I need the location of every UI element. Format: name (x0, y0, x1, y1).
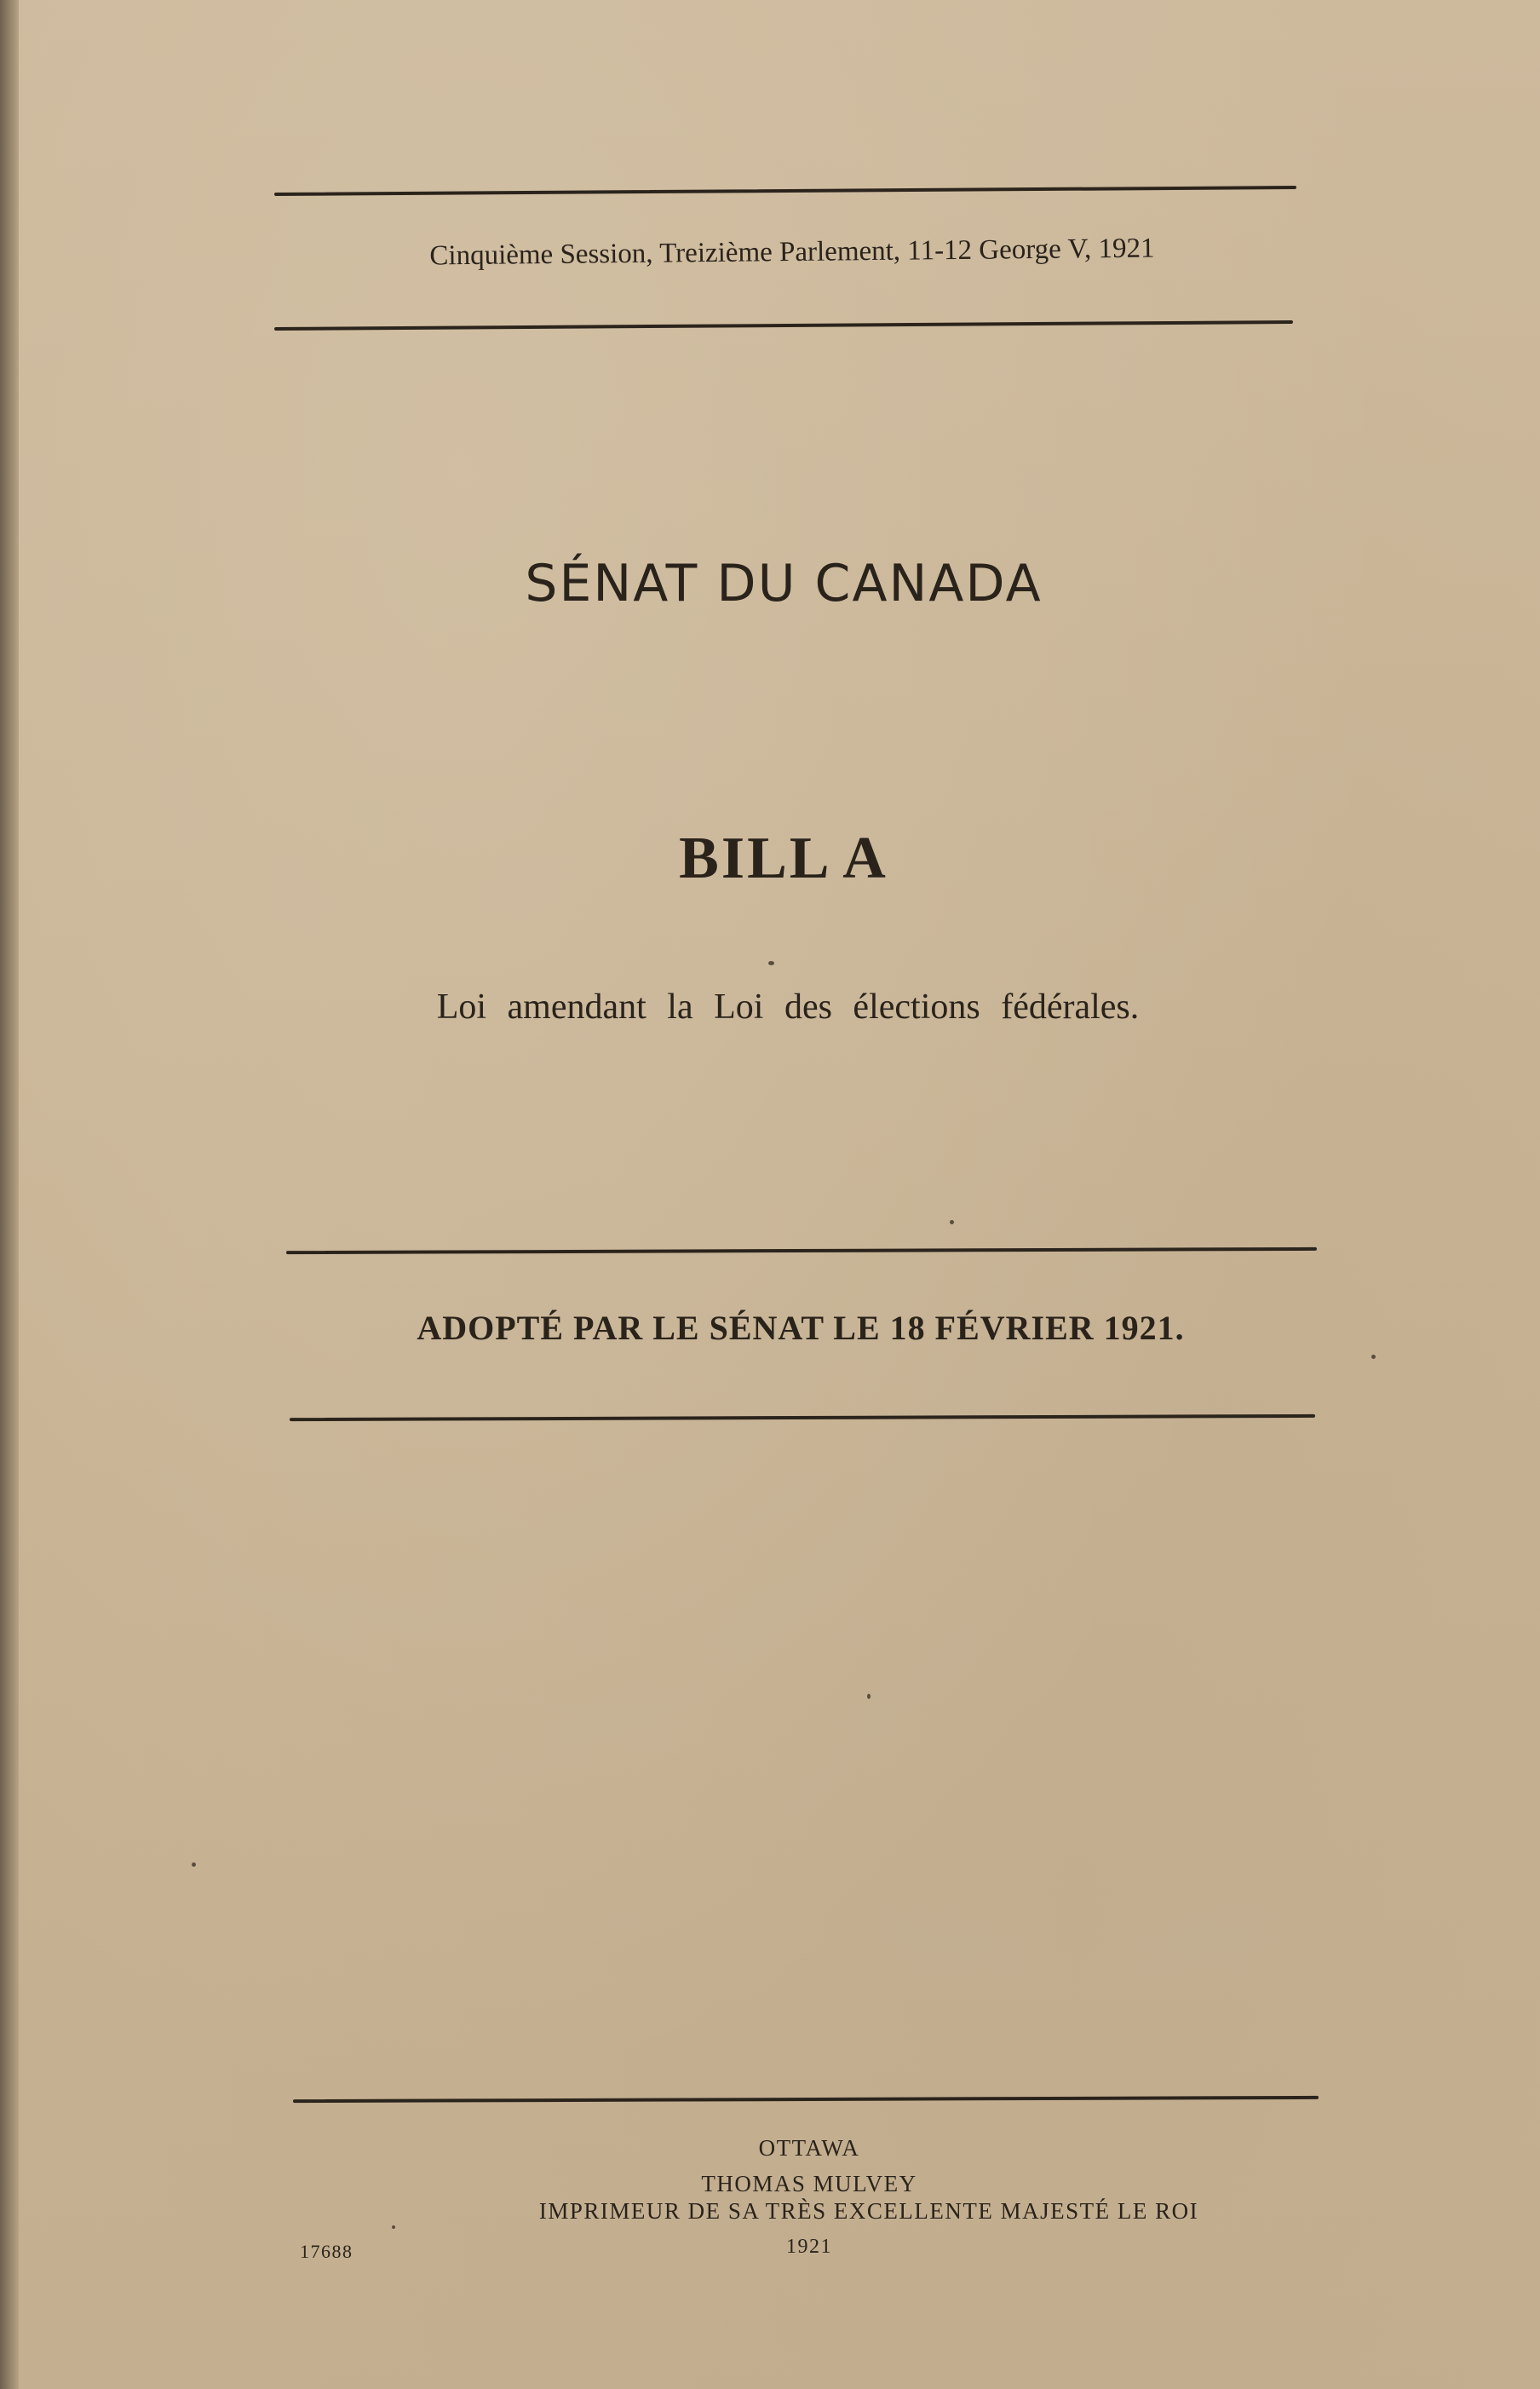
paper-speck (867, 1694, 871, 1699)
session-line: Cinquième Session, Treizième Parlement, 11-12 George V, 1921 (429, 233, 1155, 272)
bill-title: BILL A (679, 826, 888, 891)
page-binding-edge (0, 0, 19, 2389)
header-bottom-rule (274, 320, 1293, 331)
senate-heading: SÉNAT DU CANADA (525, 554, 1043, 613)
header-top-rule (274, 186, 1296, 196)
paper-speck (768, 961, 774, 965)
imprint-top-rule (293, 2096, 1319, 2103)
paper-speck (192, 1862, 196, 1867)
imprint-printer-title: IMPRIMEUR DE SA TRÈS EXCELLENTE MAJESTÉ LE ROI (538, 2198, 1199, 2224)
paper-speck (1371, 1355, 1376, 1359)
imprint-year: 1921 (786, 2236, 832, 2258)
print-code: 17688 (300, 2241, 353, 2262)
paper-speck (392, 2225, 395, 2229)
imprint-city: OTTAWA (758, 2135, 860, 2161)
adoption-bottom-rule (290, 1414, 1315, 1421)
paper-speck (950, 1220, 954, 1224)
bill-description: Loi amendant la Loi des élections fédérales. (436, 987, 1140, 1027)
imprint-printer: THOMAS MULVEY (701, 2171, 917, 2196)
adoption-top-rule (286, 1247, 1317, 1254)
adoption-statement: ADOPTÉ PAR LE SÉNAT LE 18 FÉVRIER 1921. (417, 1309, 1185, 1347)
